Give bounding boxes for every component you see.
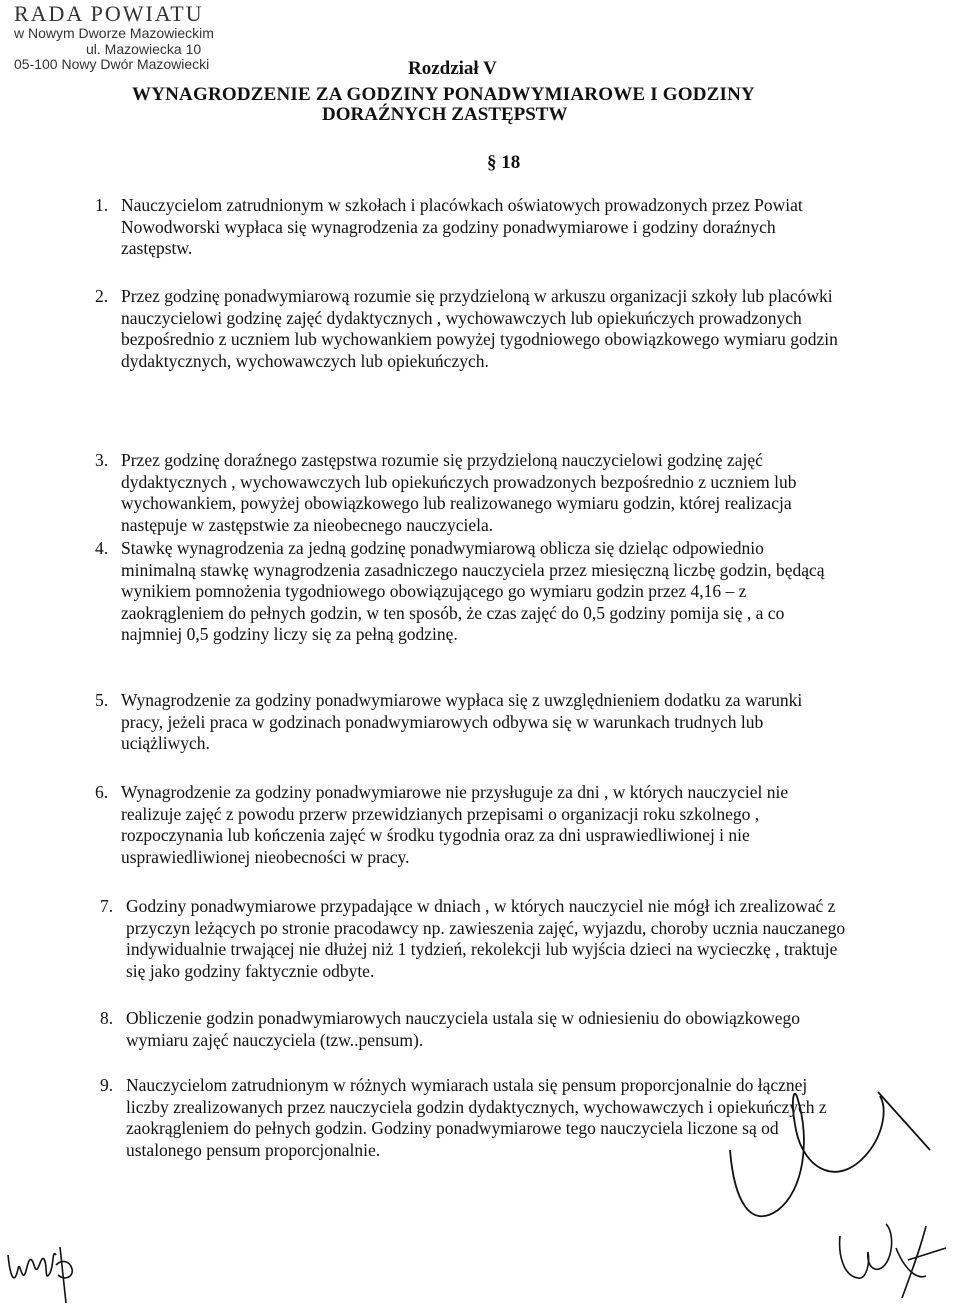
item-number: 6. [95,782,109,802]
list-item [95,450,840,536]
list-item [100,896,850,982]
title-line-2: DORAŹNYCH ZASTĘPSTW [322,104,568,125]
list-item [95,690,840,755]
item-text: Obliczenie godzin ponadwymiarowych nauczyciela ustala się w odniesieniu do obowiązkowego wymiaru zajęć nauczyciela (tzw..pensum). [126,1008,801,1050]
item-text: Przez godzinę ponadwymiarową rozumie się przydzieloną w arkuszu organizacji szkoły lub placówki nauczycielowi godzinę zajęć dydaktycznych , wychowawczych lub opiekuńczych prowadzonych bezpośrednio z uczniem lub wychowankiem powyżej tygodniowego obowiązkowego wymiaru godzin dydaktycznych, wychowawczych lub opiekuńczych. [121,286,838,371]
list-item [95,538,840,646]
initials-signature-left [0,1225,100,1305]
list-item [95,195,840,260]
item-number: 8. [100,1008,114,1028]
list-item [100,1008,850,1051]
item-text: Nauczycielom zatrudnionym w szkołach i placówkach oświatowych prowadzonych przez Powiat Nowodworski wypłaca się wynagrodzenia za godziny ponadwymiarowe i godziny doraźnych zastępstw. [121,195,803,258]
section-number: § 18 [487,152,521,173]
item-number: 5. [95,690,109,710]
item-number: 7. [100,896,114,916]
chapter-heading: Rozdział V [408,58,497,79]
stamp-line-council: RADA POWIATU [14,1,204,26]
item-text: Stawkę wynagrodzenia za jedną godzinę ponadwymiarową oblicza się dzieląc odpowiednio minimalną stawkę wynagrodzenia zasadniczego nauczyciela przez miesięczną liczbę godzin, będącą wynikiem pomnożenia tygodniowego obowiązującego go wymiaru godzin przez 4,16 – z zaokrągleniem do pełnych godzin, w ten sposób, że czas zajęć do 0,5 godziny pomija się , a co najmniej 0,5 godziny liczy się za pełną godzinę. [121,538,825,644]
item-text: Przez godzinę doraźnego zastępstwa rozumie się przydzieloną nauczycielowi godzinę zajęć dydaktycznych , wychowawczych lub opiekuńczych prowadzonych bezpośrednio z uczniem lub wychowankiem, powyżej obowiązkowego lub realizowanego wymiaru godzin, której realizacja następuje w zastępstwie za nieobecnego nauczyciela. [121,450,797,535]
council-stamp [14,2,214,72]
item-text: Nauczycielom zatrudnionym w różnych wymiarach ustala się pensum proporcjonalnie do łącznej liczby zrealizowanych przez nauczyciela godzin dydaktycznych, wychowawczych i opiekuńczych z zaokrągleniem do pełnych godzin. Godziny ponadwymiarowe tego nauczyciela liczone są od ustalonego pensum proporcjonalnie. [126,1075,827,1160]
item-text: Godziny ponadwymiarowe przypadające w dniach , w których nauczyciel nie mógł ich zrealizować z przyczyn leżących po stronie pracodawcy np. zawieszenia zajęć, wyjazdu, choroby ucznia nauczanego indywidualnie trwającej nie dłużej niż 1 tydzień, rekolekcji lub wyjścia dzieci na wycieczkę , traktuje się jako godziny faktycznie odbyte. [126,896,846,981]
item-number: 4. [95,538,109,558]
title-line-1: WYNAGRODZENIE ZA GODZINY PONADWYMIAROWE I GODZINY [132,84,755,105]
item-number: 2. [95,286,109,306]
list-item [95,782,850,868]
item-text: Wynagrodzenie za godziny ponadwymiarowe nie przysługuje za dni , w których nauczyciel nie realizuje zajęć z powodu przerw przewidzianych przepisami o organizacji roku szkolnego , rozpoczynania lub kończenia zajęć w środku tygodnia oraz za dni usprawiedliwionej i nie usprawiedliwionej nieobecności w pracy. [121,782,789,867]
item-number: 9. [100,1075,114,1095]
item-number: 1. [95,195,109,215]
stamp-line-location: w Nowym Dworze Mazowieckim [14,25,214,42]
stamp-line-street: ul. Mazowiecka 10 [86,40,202,57]
item-number: 3. [95,450,109,470]
item-text: Wynagrodzenie za godziny ponadwymiarowe wypłaca się z uwzględnieniem dodatku za warunki pracy, jeżeli praca w godzinach ponadwymiarowych odbywa się w warunkach trudnych lub uciążliwych. [121,690,803,753]
stamp-line-postcode: 05-100 Nowy Dwór Mazowiecki [14,55,210,72]
signature-right [720,1080,960,1308]
list-item [95,286,840,372]
